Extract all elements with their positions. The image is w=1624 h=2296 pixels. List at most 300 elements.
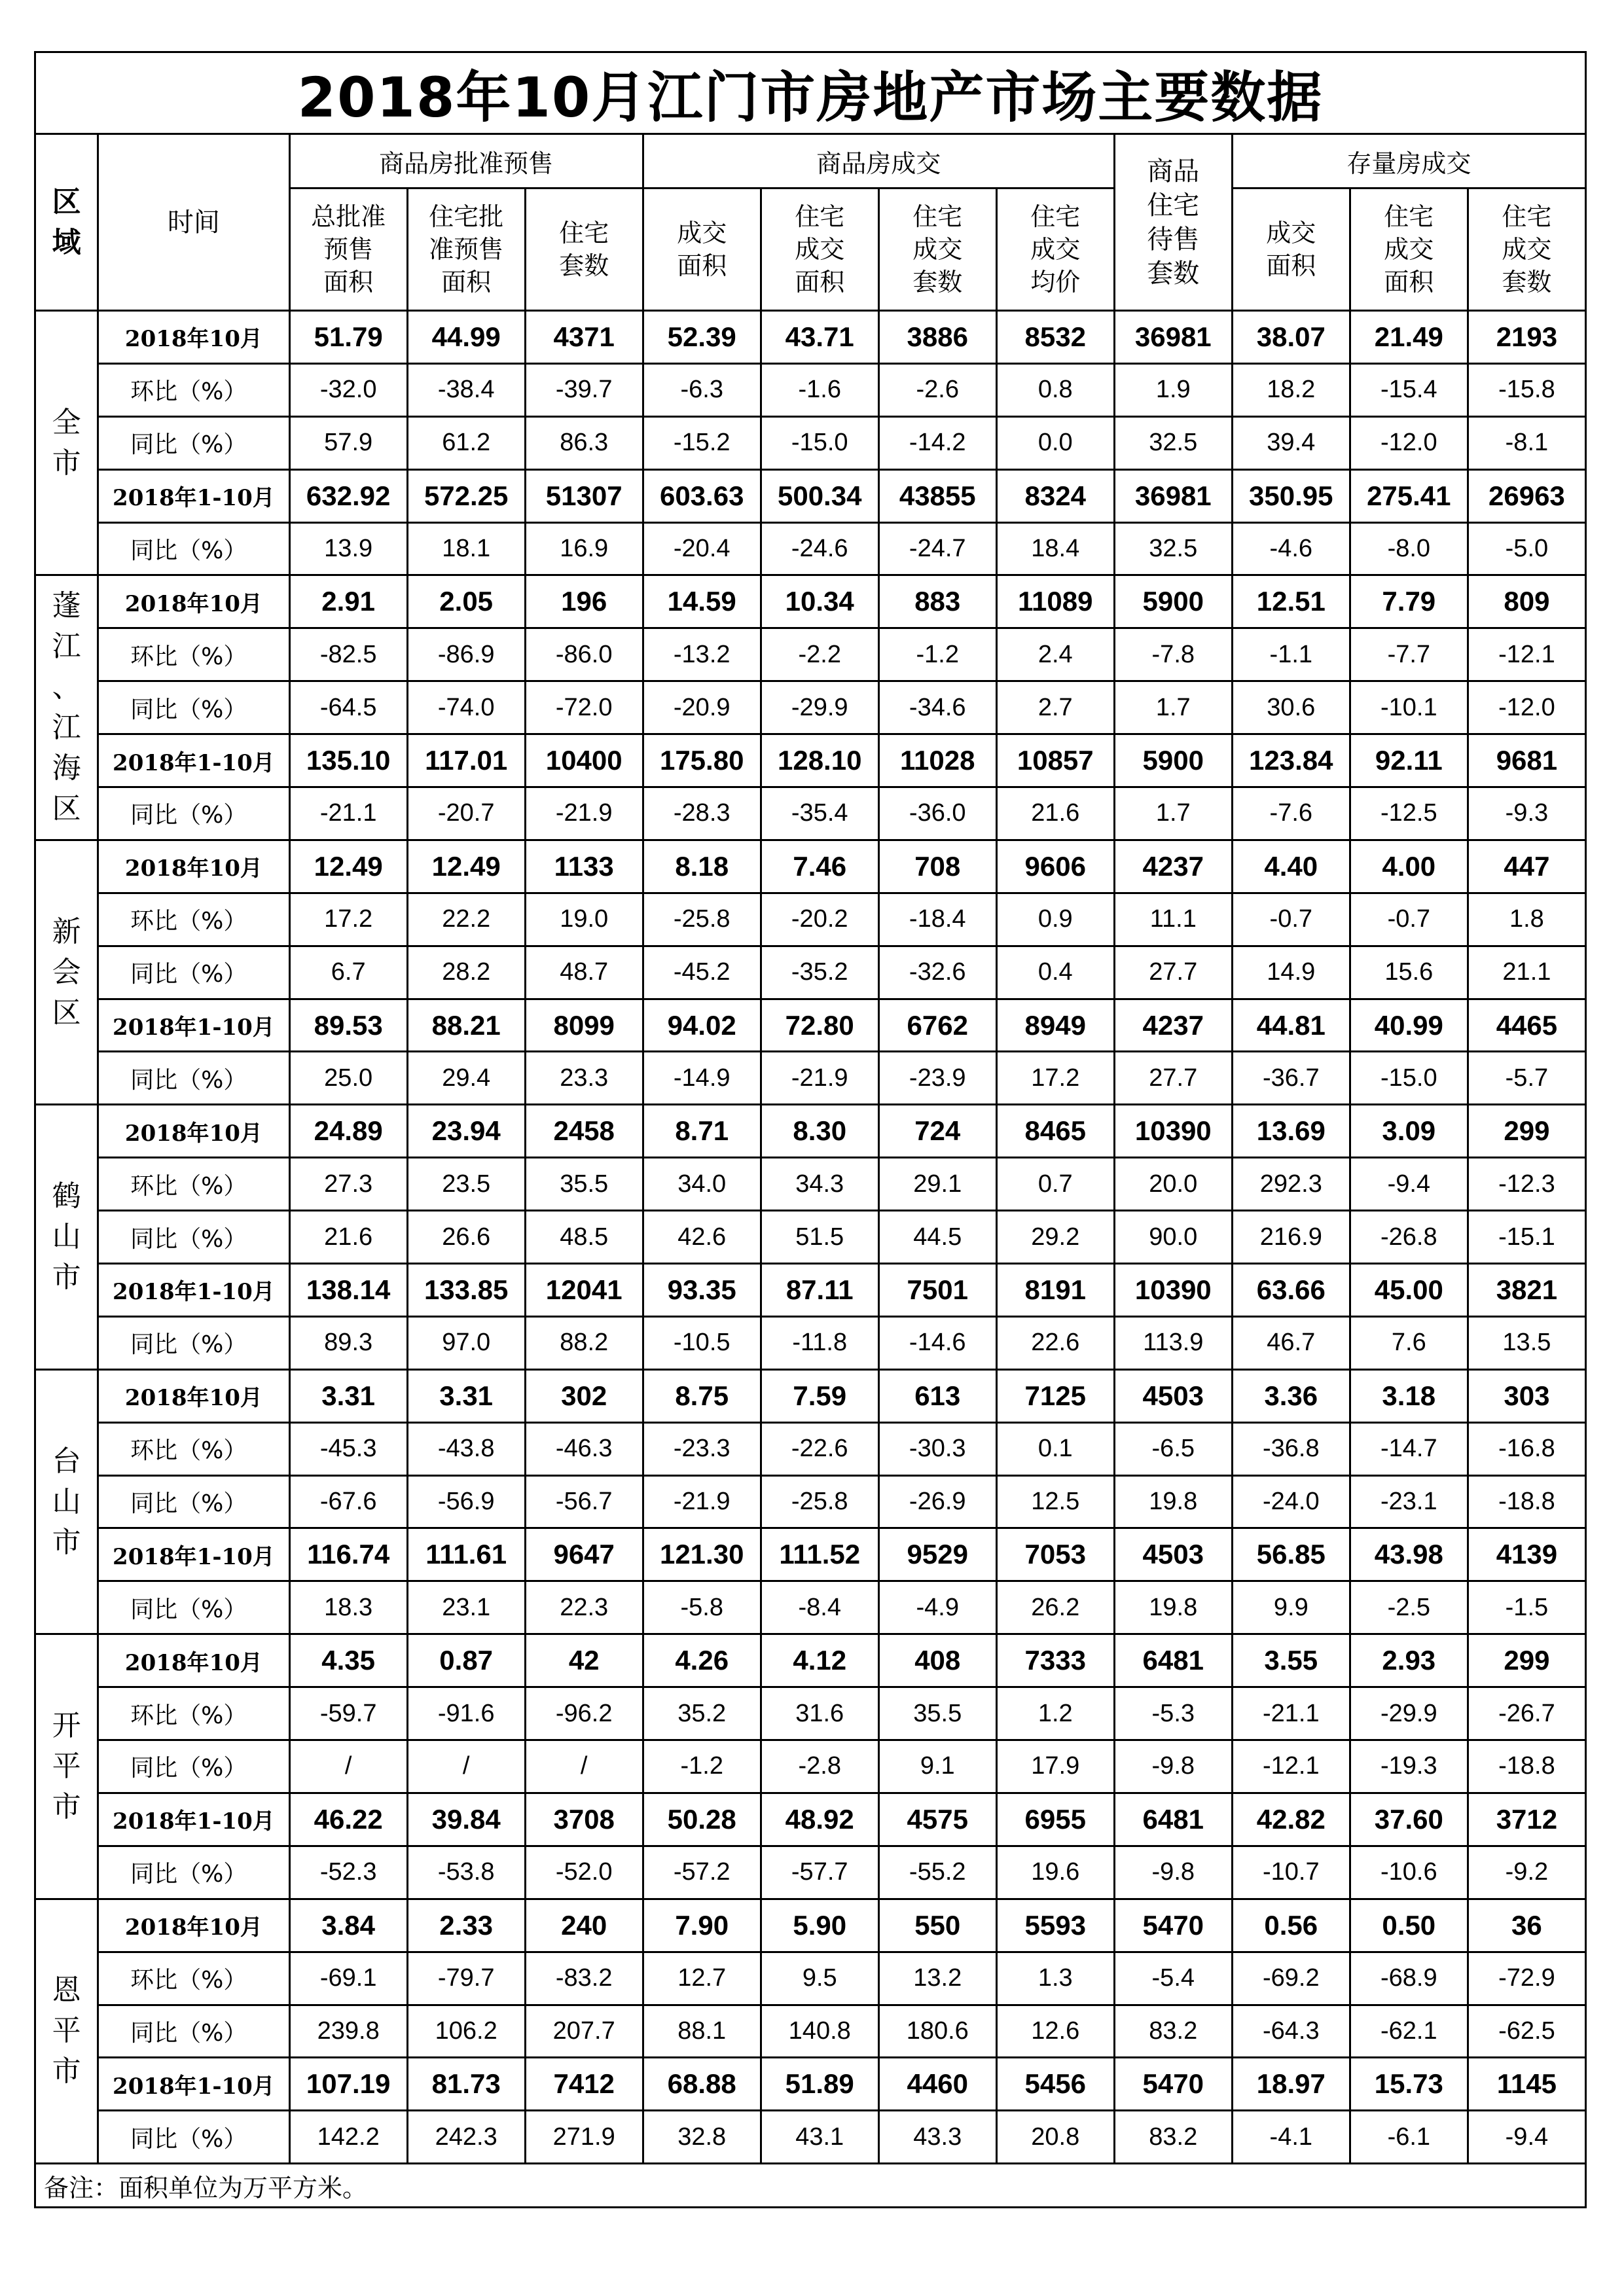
region-name-char: 山 <box>52 1220 81 1254</box>
table-cell: 23.94 <box>407 1105 525 1158</box>
table-cell: 23.3 <box>525 1052 643 1105</box>
table-cell: -9.8 <box>1114 1740 1232 1793</box>
row-label: 环比（%） <box>98 1952 290 2005</box>
pending-header-line: 住宅 <box>1147 190 1200 221</box>
table-cell: 613 <box>878 1369 996 1422</box>
table-cell: 36981 <box>1114 469 1232 522</box>
table-cell: 0.1 <box>996 1422 1114 1475</box>
row-label: 同比（%） <box>98 1740 290 1793</box>
table-cell: -14.9 <box>643 1052 761 1105</box>
table-cell: -57.7 <box>761 1846 878 1899</box>
region-name-char: 区 <box>52 792 81 826</box>
table-cell: 3712 <box>1468 1793 1585 1846</box>
table-cell: -18.8 <box>1468 1475 1585 1528</box>
table-cell: 0.0 <box>996 416 1114 469</box>
table-cell: / <box>525 1740 643 1793</box>
table-cell: -7.7 <box>1350 628 1468 681</box>
table-cell: -86.9 <box>407 628 525 681</box>
table-cell: 24.89 <box>289 1105 407 1158</box>
table-cell: 299 <box>1468 1634 1585 1687</box>
table-cell: 18.97 <box>1232 2058 1350 2111</box>
table-cell: 56.85 <box>1232 1528 1350 1581</box>
table-cell: 1.3 <box>996 1952 1114 2005</box>
table-cell: 10390 <box>1114 1264 1232 1317</box>
table-cell: 13.69 <box>1232 1105 1350 1158</box>
table-cell: 36981 <box>1114 311 1232 364</box>
row-label: 2018年1-10月 <box>98 1528 290 1581</box>
table-row <box>35 363 1586 416</box>
table-cell: 92.11 <box>1350 734 1468 787</box>
row-label: 环比（%） <box>98 363 290 416</box>
table-row <box>35 893 1586 946</box>
region-name-char: 山 <box>52 1484 81 1518</box>
table-row <box>35 1687 1586 1740</box>
table-cell: -43.8 <box>407 1422 525 1475</box>
table-cell: 42.82 <box>1232 1793 1350 1846</box>
table-cell: 6481 <box>1114 1634 1232 1687</box>
table-cell: -35.4 <box>761 787 878 840</box>
table-cell: 4503 <box>1114 1369 1232 1422</box>
stock-group-header: 存量房成交 <box>1232 134 1585 188</box>
region-name-char: 市 <box>52 1525 81 1559</box>
table-cell: 15.73 <box>1350 2058 1468 2111</box>
table-cell: 632.92 <box>289 469 407 522</box>
table-cell: 4575 <box>878 1793 996 1846</box>
table-cell: 9.9 <box>1232 1581 1350 1634</box>
table-cell: 27.7 <box>1114 946 1232 999</box>
table-cell: -36.7 <box>1232 1052 1350 1105</box>
data-sheet <box>34 51 1587 2208</box>
table-cell: 52.39 <box>643 311 761 364</box>
table-cell: -10.6 <box>1350 1846 1468 1899</box>
table-cell: 23.5 <box>407 1158 525 1211</box>
table-cell: 175.80 <box>643 734 761 787</box>
table-cell: 4237 <box>1114 999 1232 1052</box>
table-cell: 26.2 <box>996 1581 1114 1634</box>
region-name-char: 台 <box>52 1444 81 1478</box>
table-row <box>35 628 1586 681</box>
table-cell: 12041 <box>525 1264 643 1317</box>
table-cell: -69.2 <box>1232 1952 1350 2005</box>
table-cell: 83.2 <box>1114 2111 1232 2164</box>
table-cell: 8532 <box>996 311 1114 364</box>
table-cell: 28.2 <box>407 946 525 999</box>
table-cell: 7053 <box>996 1528 1114 1581</box>
table-cell: -1.2 <box>878 628 996 681</box>
table-cell: -20.9 <box>643 681 761 734</box>
table-row <box>35 2005 1586 2058</box>
table-cell: 21.6 <box>996 787 1114 840</box>
subheader-line: 成交 <box>1030 235 1081 264</box>
row-label: 2018年10月 <box>98 1105 290 1158</box>
table-cell: 26963 <box>1468 469 1585 522</box>
table-row <box>35 2111 1586 2164</box>
table-cell: -20.4 <box>643 522 761 575</box>
table-cell: 9529 <box>878 1528 996 1581</box>
table-cell: 111.52 <box>761 1528 878 1581</box>
table-cell: 5470 <box>1114 1899 1232 1952</box>
table-cell: -69.1 <box>289 1952 407 2005</box>
table-cell: 35.5 <box>525 1158 643 1211</box>
table-cell: -9.3 <box>1468 787 1585 840</box>
table-cell: 3.36 <box>1232 1369 1350 1422</box>
table-cell: 17.9 <box>996 1740 1114 1793</box>
table-row <box>35 1952 1586 2005</box>
table-cell: 94.02 <box>643 999 761 1052</box>
subheader-line: 住宅 <box>1384 202 1434 231</box>
table-cell: 302 <box>525 1369 643 1422</box>
table-cell: 37.60 <box>1350 1793 1468 1846</box>
table-cell: 8.30 <box>761 1105 878 1158</box>
region-name-char: 开 <box>52 1708 81 1742</box>
table-cell: 2.93 <box>1350 1634 1468 1687</box>
table-cell: -10.1 <box>1350 681 1468 734</box>
pending-header-line: 套数 <box>1147 258 1200 289</box>
table-cell: 29.1 <box>878 1158 996 1211</box>
region-name-char: 江 <box>52 711 81 745</box>
table-cell: -8.4 <box>761 1581 878 1634</box>
row-label: 环比（%） <box>98 1158 290 1211</box>
table-cell: 8465 <box>996 1105 1114 1158</box>
table-cell: 106.2 <box>407 2005 525 2058</box>
table-cell: -25.8 <box>643 893 761 946</box>
table-cell: 7.46 <box>761 840 878 893</box>
table-row <box>35 469 1586 522</box>
table-cell: 2.7 <box>996 681 1114 734</box>
table-cell: 2.05 <box>407 575 525 628</box>
table-cell: -16.8 <box>1468 1422 1585 1475</box>
table-cell: -5.0 <box>1468 522 1585 575</box>
table-row <box>35 840 1586 893</box>
table-cell: 4139 <box>1468 1528 1585 1581</box>
table-cell: 242.3 <box>407 2111 525 2164</box>
table-cell: -10.7 <box>1232 1846 1350 1899</box>
table-cell: -13.2 <box>643 628 761 681</box>
table-cell: 8.75 <box>643 1369 761 1422</box>
table-cell: 51307 <box>525 469 643 522</box>
table-cell: 1133 <box>525 840 643 893</box>
table-cell: -29.9 <box>761 681 878 734</box>
table-row <box>35 1634 1586 1687</box>
table-cell: 21.6 <box>289 1211 407 1264</box>
table-cell: -36.8 <box>1232 1422 1350 1475</box>
table-cell: 4.12 <box>761 1634 878 1687</box>
table-cell: 32.8 <box>643 2111 761 2164</box>
table-cell: -21.9 <box>761 1052 878 1105</box>
region-name <box>35 1634 98 1899</box>
table-cell: 3821 <box>1468 1264 1585 1317</box>
table-cell: -5.7 <box>1468 1052 1585 1105</box>
table-cell: 27.7 <box>1114 1052 1232 1105</box>
table-cell: 63.66 <box>1232 1264 1350 1317</box>
table-cell: 2193 <box>1468 311 1585 364</box>
subheader-line: 均价 <box>1030 268 1081 296</box>
table-cell: 13.9 <box>289 522 407 575</box>
table-cell: 3886 <box>878 311 996 364</box>
row-label: 同比（%） <box>98 1316 290 1369</box>
table-cell: 116.74 <box>289 1528 407 1581</box>
table-cell: 1.8 <box>1468 893 1585 946</box>
table-row <box>35 1211 1586 1264</box>
table-cell: -57.2 <box>643 1846 761 1899</box>
table-cell: 11028 <box>878 734 996 787</box>
table-cell: -23.3 <box>643 1422 761 1475</box>
table-cell: 89.53 <box>289 999 407 1052</box>
table-cell: 22.3 <box>525 1581 643 1634</box>
table-cell: 10390 <box>1114 1105 1232 1158</box>
table-cell: -35.2 <box>761 946 878 999</box>
region-header <box>35 134 98 311</box>
table-cell: 11089 <box>996 575 1114 628</box>
table-cell: 117.01 <box>407 734 525 787</box>
row-label: 同比（%） <box>98 946 290 999</box>
table-cell: 12.51 <box>1232 575 1350 628</box>
row-label: 同比（%） <box>98 1052 290 1105</box>
table-body <box>35 311 1586 2164</box>
table-cell: 35.2 <box>643 1687 761 1740</box>
row-label: 2018年1-10月 <box>98 1793 290 1846</box>
table-cell: 0.9 <box>996 893 1114 946</box>
table-cell: 500.34 <box>761 469 878 522</box>
table-cell: 36 <box>1468 1899 1585 1952</box>
table-cell: 42.6 <box>643 1211 761 1264</box>
subheader-line: 准预售 <box>429 235 504 264</box>
region-name-char: 市 <box>52 1261 81 1295</box>
table-cell: 135.10 <box>289 734 407 787</box>
table-cell: -9.8 <box>1114 1846 1232 1899</box>
table-cell: -6.1 <box>1350 2111 1468 2164</box>
table-cell: 22.6 <box>996 1316 1114 1369</box>
table-cell: 708 <box>878 840 996 893</box>
table-cell: -5.4 <box>1114 1952 1232 2005</box>
row-label: 同比（%） <box>98 1211 290 1264</box>
stock-subheader-2 <box>1350 188 1468 311</box>
table-cell: -14.7 <box>1350 1422 1468 1475</box>
table-cell: 1.9 <box>1114 363 1232 416</box>
table-cell: 140.8 <box>761 2005 878 2058</box>
table-cell: -21.9 <box>643 1475 761 1528</box>
table-cell: 22.2 <box>407 893 525 946</box>
table-cell: -67.6 <box>289 1475 407 1528</box>
table-cell: -8.1 <box>1468 416 1585 469</box>
table-cell: -45.3 <box>289 1422 407 1475</box>
table-cell: 2458 <box>525 1105 643 1158</box>
table-cell: -55.2 <box>878 1846 996 1899</box>
table-cell: 6955 <box>996 1793 1114 1846</box>
subheader-line: 预售 <box>323 235 374 264</box>
table-row <box>35 999 1586 1052</box>
table-cell: 299 <box>1468 1105 1585 1158</box>
table-cell: 3.84 <box>289 1899 407 1952</box>
table-cell: 50.28 <box>643 1793 761 1846</box>
table-cell: -91.6 <box>407 1687 525 1740</box>
table-cell: -9.4 <box>1468 2111 1585 2164</box>
table-cell: 57.9 <box>289 416 407 469</box>
table-cell: -96.2 <box>525 1687 643 1740</box>
table-cell: -9.4 <box>1350 1158 1468 1211</box>
table-cell: 34.0 <box>643 1158 761 1211</box>
subheader-line: 住宅 <box>559 219 609 247</box>
region-name-char: 平 <box>52 2014 81 2048</box>
table-cell: 13.2 <box>878 1952 996 2005</box>
table-cell: 5.90 <box>761 1899 878 1952</box>
table-cell: 4237 <box>1114 840 1232 893</box>
table-cell: 17.2 <box>289 893 407 946</box>
table-cell: -5.8 <box>643 1581 761 1634</box>
table-row <box>35 1528 1586 1581</box>
table-row <box>35 681 1586 734</box>
table-cell: 7125 <box>996 1369 1114 1422</box>
region-name-char: 区 <box>52 996 81 1030</box>
table-cell: 4.26 <box>643 1634 761 1687</box>
table-cell: 447 <box>1468 840 1585 893</box>
table-cell: 408 <box>878 1634 996 1687</box>
table-cell: -15.1 <box>1468 1211 1585 1264</box>
row-label: 环比（%） <box>98 893 290 946</box>
table-cell: 15.6 <box>1350 946 1468 999</box>
table-cell: -18.8 <box>1468 1740 1585 1793</box>
table-cell: 550 <box>878 1899 996 1952</box>
table-cell: 6.7 <box>289 946 407 999</box>
table-cell: 19.8 <box>1114 1581 1232 1634</box>
table-cell: 9.1 <box>878 1740 996 1793</box>
region-name-char: 蓬 <box>52 589 81 623</box>
row-label: 环比（%） <box>98 628 290 681</box>
table-cell: -12.0 <box>1468 681 1585 734</box>
table-row <box>35 787 1586 840</box>
table-cell: 14.9 <box>1232 946 1350 999</box>
subheader-line: 成交 <box>1384 235 1434 264</box>
table-cell: -20.2 <box>761 893 878 946</box>
table-row <box>35 1475 1586 1528</box>
deal-subheader-1 <box>643 188 761 311</box>
table-cell: -15.0 <box>1350 1052 1468 1105</box>
table-cell: -12.0 <box>1350 416 1468 469</box>
region-name-char: 、 <box>52 670 81 704</box>
subheader-line: 住宅 <box>795 202 845 231</box>
table-cell: 4371 <box>525 311 643 364</box>
row-label: 2018年1-10月 <box>98 734 290 787</box>
table-cell: 45.00 <box>1350 1264 1468 1317</box>
table-cell: -56.9 <box>407 1475 525 1528</box>
table-cell: 12.7 <box>643 1952 761 2005</box>
table-cell: -2.2 <box>761 628 878 681</box>
table-row <box>35 2058 1586 2111</box>
table-cell: -52.3 <box>289 1846 407 1899</box>
table-cell: -18.4 <box>878 893 996 946</box>
table-row <box>35 734 1586 787</box>
table-row <box>35 575 1586 628</box>
table-cell: 9.5 <box>761 1952 878 2005</box>
table-cell: -9.2 <box>1468 1846 1585 1899</box>
table-cell: -53.8 <box>407 1846 525 1899</box>
table-cell: 88.21 <box>407 999 525 1052</box>
subheader-line: 面积 <box>441 268 492 296</box>
table-cell: 5470 <box>1114 2058 1232 2111</box>
table-cell: 21.49 <box>1350 311 1468 364</box>
table-cell: 39.4 <box>1232 416 1350 469</box>
table-cell: -0.7 <box>1350 893 1468 946</box>
subheader-line: 面积 <box>323 268 374 296</box>
table-cell: -1.5 <box>1468 1581 1585 1634</box>
deal-group-header: 商品房成交 <box>643 134 1114 188</box>
table-cell: 18.2 <box>1232 363 1350 416</box>
table-cell: 46.7 <box>1232 1316 1350 1369</box>
table-row <box>35 1740 1586 1793</box>
table-cell: 724 <box>878 1105 996 1158</box>
row-label: 2018年1-10月 <box>98 1264 290 1317</box>
table-row <box>35 1899 1586 1952</box>
table-cell: 44.99 <box>407 311 525 364</box>
region-name-char: 恩 <box>52 1973 81 2007</box>
table-cell: -15.4 <box>1350 363 1468 416</box>
table-cell: -21.1 <box>1232 1687 1350 1740</box>
table-cell: -26.8 <box>1350 1211 1468 1264</box>
table-row <box>35 1052 1586 1105</box>
region-name <box>35 311 98 575</box>
table-cell: 81.73 <box>407 2058 525 2111</box>
table-cell: 8.18 <box>643 840 761 893</box>
deal-subheader-2 <box>761 188 878 311</box>
table-cell: -32.0 <box>289 363 407 416</box>
table-row <box>35 311 1586 364</box>
table-cell: 2.33 <box>407 1899 525 1952</box>
table-cell: 6762 <box>878 999 996 1052</box>
table-cell: 19.6 <box>996 1846 1114 1899</box>
table-cell: 180.6 <box>878 2005 996 2058</box>
table-cell: 88.2 <box>525 1316 643 1369</box>
table-cell: 196 <box>525 575 643 628</box>
table-cell: 18.3 <box>289 1581 407 1634</box>
table-cell: -4.9 <box>878 1581 996 1634</box>
region-name <box>35 1369 98 1634</box>
pending-stock-header <box>1114 134 1232 311</box>
table-cell: -15.8 <box>1468 363 1585 416</box>
table-cell: 51.5 <box>761 1211 878 1264</box>
table-cell: 18.4 <box>996 522 1114 575</box>
table-cell: -82.5 <box>289 628 407 681</box>
table-cell: -34.6 <box>878 681 996 734</box>
table-cell: 7.90 <box>643 1899 761 1952</box>
row-label: 2018年10月 <box>98 311 290 364</box>
table-cell: 207.7 <box>525 2005 643 2058</box>
presale-subheader-1 <box>289 188 407 311</box>
table-cell: 7.59 <box>761 1369 878 1422</box>
table-cell: -7.8 <box>1114 628 1232 681</box>
table-cell: 20.8 <box>996 2111 1114 2164</box>
table-cell: 61.2 <box>407 416 525 469</box>
table-cell: 44.5 <box>878 1211 996 1264</box>
table-cell: 39.84 <box>407 1793 525 1846</box>
table-row <box>35 522 1586 575</box>
table-note: 备注：面积单位为万平方米。 <box>35 2164 1586 2208</box>
table-cell: 8099 <box>525 999 643 1052</box>
row-label: 2018年10月 <box>98 1899 290 1952</box>
table-cell: -79.7 <box>407 1952 525 2005</box>
table-cell: -83.2 <box>525 1952 643 2005</box>
table-cell: 97.0 <box>407 1316 525 1369</box>
table-cell: -11.8 <box>761 1316 878 1369</box>
table-cell: -86.0 <box>525 628 643 681</box>
region-name-char: 市 <box>52 446 81 480</box>
deal-subheader-3 <box>878 188 996 311</box>
table-cell: -1.1 <box>1232 628 1350 681</box>
deal-subheader-4 <box>996 188 1114 311</box>
subheader-line: 总批准 <box>311 202 386 231</box>
subheader-line: 成交 <box>795 235 845 264</box>
table-cell: 142.2 <box>289 2111 407 2164</box>
pending-header-line: 商品 <box>1147 156 1200 187</box>
